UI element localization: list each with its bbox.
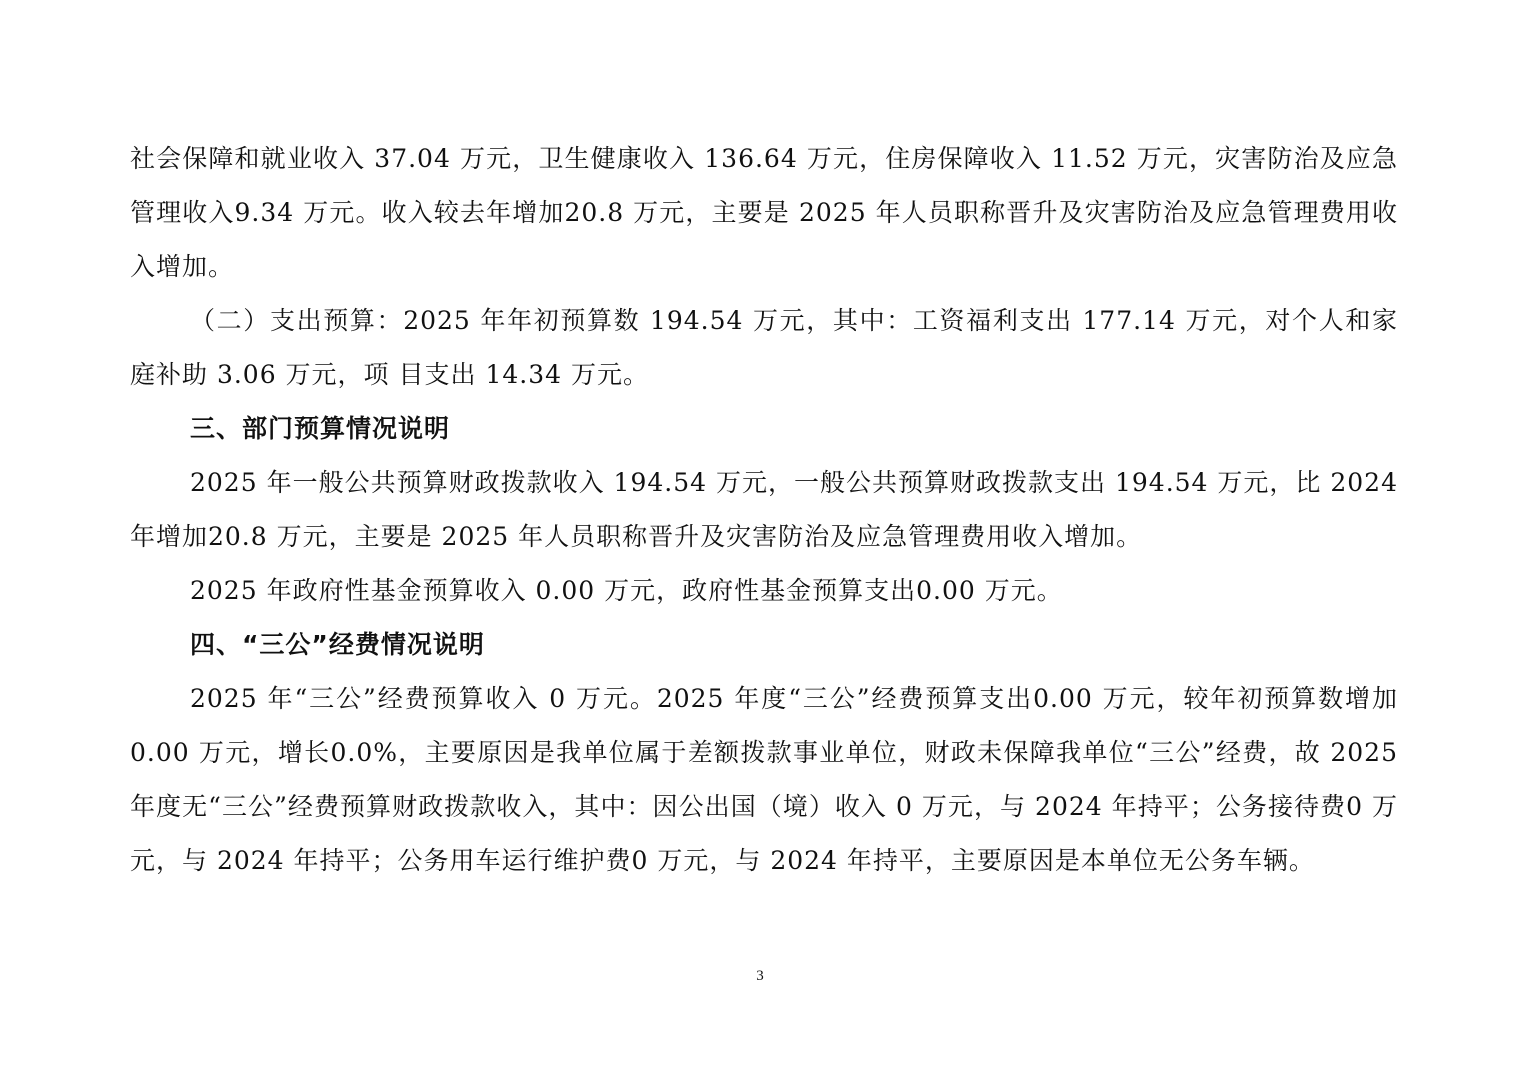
paragraph-government-fund-budget: 2025 年政府性基金预算收入 0.00 万元，政府性基金预算支出0.00 万元。 — [190, 576, 1063, 605]
paragraph-expenditure-budget: （二）支出预算：2025 年年初预算数 194.54 万元，其中：工资福利支出 177.14 万元，对个人和家庭补助 3.06 万元，项 目支出 14.34 万元。 — [130, 306, 1398, 389]
document-body — [130, 132, 1398, 888]
paragraph-three-public-expenses: 2025 年“三公”经费预算收入 0 万元。2025 年度“三公”经费预算支出0.00 万元，较年初预算数增加0.00 万元，增长0.0%，主要原因是我单位属于差额拨款事业单位，财政未保障我单位“三公”经费，故 2025 年度无“三公”经费预算财政拨款收入，其中：因公出国（境）收入 0 万元，与 2024 年持平；公务接待费0 万元，与 2024 年持平；公务用车运行维护费0 万元，与 2024 年持平，主要原因是本单位无公务车辆。 — [130, 684, 1398, 875]
heading-department-budget: 三、部门预算情况说明 — [190, 414, 451, 443]
page-number: 3 — [756, 968, 764, 984]
paragraph-general-public-budget: 2025 年一般公共预算财政拨款收入 194.54 万元，一般公共预算财政拨款支出 194.54 万元，比 2024 年增加20.8 万元，主要是 2025 年人员职称晋升及灾害防治及应急管理费用收入增加。 — [130, 468, 1398, 551]
paragraph-income-breakdown: 社会保障和就业收入 37.04 万元，卫生健康收入 136.64 万元，住房保障收入 11.52 万元，灾害防治及应急管理收入9.34 万元。收入较去年增加20.8 万元，主要是 2025 年人员职称晋升及灾害防治及应急管理费用收入增加。 — [130, 144, 1398, 281]
heading-three-public-expenses: 四、“三公”经费情况说明 — [190, 630, 485, 659]
